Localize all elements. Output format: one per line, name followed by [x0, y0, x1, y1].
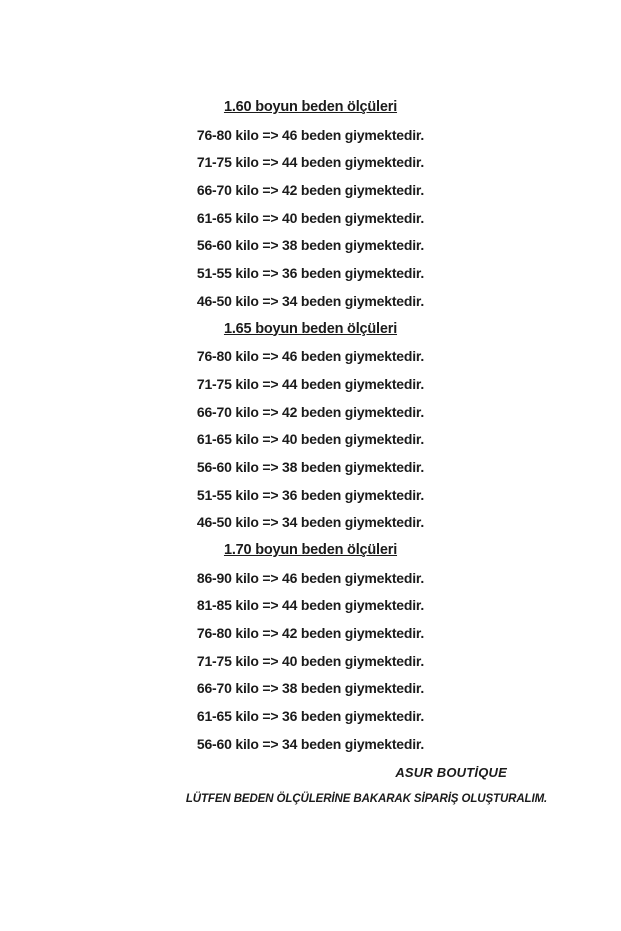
- size-line: 86-90 kilo => 46 beden giymektedir.: [196, 569, 425, 586]
- size-line: 61-65 kilo => 36 beden giymektedir.: [196, 708, 425, 725]
- size-line: 56-60 kilo => 38 beden giymektedir.: [196, 237, 425, 254]
- size-line: 46-50 kilo => 34 beden giymektedir.: [196, 514, 425, 531]
- size-section-160: [0, 94, 621, 316]
- size-line: 76-80 kilo => 46 beden giymektedir.: [196, 126, 425, 143]
- size-line: 61-65 kilo => 40 beden giymektedir.: [196, 431, 425, 448]
- size-line: 56-60 kilo => 34 beden giymektedir.: [196, 735, 425, 752]
- size-line: 51-55 kilo => 36 beden giymektedir.: [196, 486, 425, 503]
- size-line: 66-70 kilo => 38 beden giymektedir.: [196, 680, 425, 697]
- section-heading: 1.65 boyun beden ölçüleri: [223, 320, 398, 337]
- size-line: 56-60 kilo => 38 beden giymektedir.: [196, 458, 425, 475]
- brand-name: ASUR BOUTİQUE: [395, 764, 507, 780]
- size-line: 81-85 kilo => 44 beden giymektedir.: [196, 597, 425, 614]
- size-line: 71-75 kilo => 44 beden giymektedir.: [196, 375, 425, 392]
- size-section-170: [0, 537, 621, 759]
- size-line: 71-75 kilo => 44 beden giymektedir.: [196, 154, 425, 171]
- order-note: LÜTFEN BEDEN ÖLÇÜLERİNE BAKARAK SİPARİŞ OLUŞTURALIM.: [185, 793, 548, 806]
- size-line: 76-80 kilo => 42 beden giymektedir.: [196, 625, 425, 642]
- size-line: 61-65 kilo => 40 beden giymektedir.: [196, 209, 425, 226]
- size-line: 66-70 kilo => 42 beden giymektedir.: [196, 182, 425, 199]
- size-line: 46-50 kilo => 34 beden giymektedir.: [196, 292, 425, 309]
- size-line: 76-80 kilo => 46 beden giymektedir.: [196, 348, 425, 365]
- section-heading: 1.70 boyun beden ölçüleri: [223, 542, 398, 558]
- size-section-165: [0, 316, 621, 538]
- section-heading: 1.60 boyun beden ölçüleri: [223, 99, 398, 115]
- size-line: 66-70 kilo => 42 beden giymektedir.: [196, 403, 425, 420]
- size-line: 51-55 kilo => 36 beden giymektedir.: [196, 265, 425, 282]
- size-line: 71-75 kilo => 40 beden giymektedir.: [196, 652, 425, 669]
